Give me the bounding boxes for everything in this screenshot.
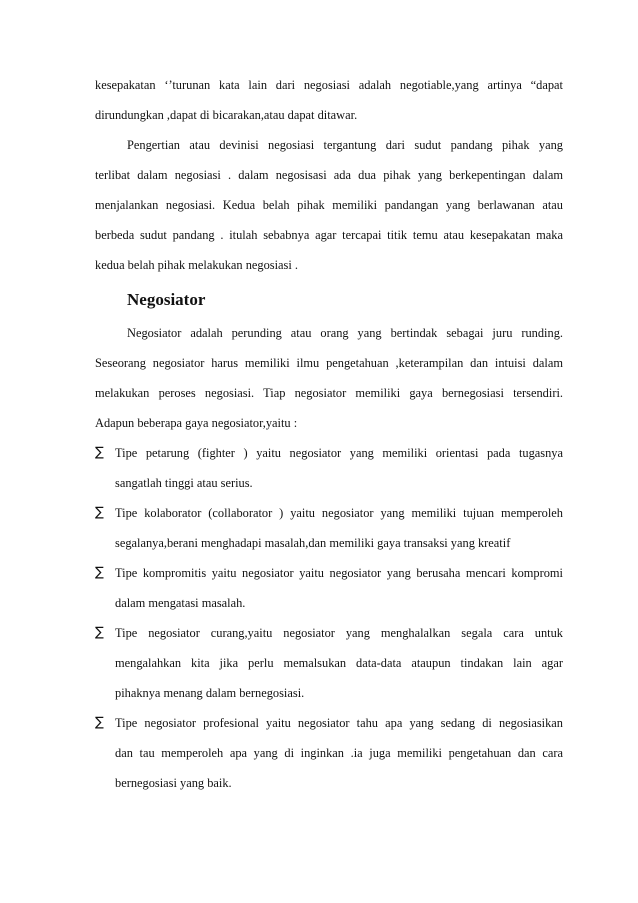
paragraph-1-line: dirundungkan ,dapat di bicarakan,atau dapat ditawar. <box>95 108 358 122</box>
list-item <box>95 708 563 798</box>
list-item-line: segalanya,berani menghadapi masalah,dan memiliki gaya transaksi yang kreatif <box>115 536 511 550</box>
sigma-bullet-icon: ∑ <box>95 625 104 640</box>
paragraph-1-line: kesepakatan ‘’turunan kata lain dari negosiasi adalah negotiable,yang artinya “dapat <box>95 78 563 92</box>
list-item-line: Tipe kolaborator (collaborator ) yaitu negosiator yang memiliki tujuan memperoleh <box>115 506 563 520</box>
sigma-bullet-icon: ∑ <box>95 505 104 520</box>
list-item-line: pihaknya menang dalam bernegosiasi. <box>115 686 305 700</box>
list-item-line: bernegosiasi yang baik. <box>115 776 232 790</box>
document-page <box>95 70 563 798</box>
paragraph-3-line: Adapun beberapa gaya negosiator,yaitu : <box>95 416 298 430</box>
paragraph-3-line: melakukan peroses negosiasi. Tiap negosiator memiliki gaya bernegosiasi tersendiri. <box>95 386 563 400</box>
list-item-line: Tipe negosiator profesional yaitu negosiator tahu apa yang sedang di negosiasikan <box>115 716 563 730</box>
paragraph-1 <box>95 70 563 130</box>
list-item <box>95 618 563 708</box>
paragraph-3 <box>95 318 563 438</box>
list-item-line: dalam mengatasi masalah. <box>115 596 246 610</box>
sigma-bullet-icon: ∑ <box>95 565 104 580</box>
list-item <box>95 558 563 618</box>
list-item-line: mengalahkan kita jika perlu memalsukan data-data ataupun tindakan lain agar <box>115 656 563 670</box>
list-item-line: sangatlah tinggi atau serius. <box>115 476 253 490</box>
paragraph-2-line: terlibat dalam negosiasi . dalam negosisasi ada dua pihak yang berkepentingan dalam <box>95 168 563 182</box>
negotiator-types-list <box>95 438 563 798</box>
paragraph-3-line: Negosiator adalah perunding atau orang yang bertindak sebagai juru runding. <box>127 326 563 340</box>
list-item <box>95 438 563 498</box>
sigma-bullet-icon: ∑ <box>95 445 104 460</box>
list-item-line: Tipe negosiator curang,yaitu negosiator yang menghalalkan segala cara untuk <box>115 626 563 640</box>
sigma-bullet-icon: ∑ <box>95 715 104 730</box>
list-item-line: Tipe petarung (fighter ) yaitu negosiator yang memiliki orientasi pada tugasnya <box>115 446 563 460</box>
paragraph-2-line: berbeda sudut pandang . itulah sebabnya agar tercapai titik temu atau kesepakatan maka <box>95 228 563 242</box>
paragraph-2-line: menjalankan negosiasi. Kedua belah pihak memiliki pandangan yang berlawanan atau <box>95 198 563 212</box>
paragraph-2 <box>95 130 563 280</box>
list-item-line: Tipe kompromitis yaitu negosiator yaitu negosiator yang berusaha mencari kompromi <box>115 566 563 580</box>
paragraph-3-line: Seseorang negosiator harus memiliki ilmu pengetahuan ,keterampilan dan intuisi dalam <box>95 356 563 370</box>
paragraph-2-line: kedua belah pihak melakukan negosiasi . <box>95 258 299 272</box>
list-item-line: dan tau memperoleh apa yang di inginkan .ia juga memiliki pengetahuan dan cara <box>115 746 563 760</box>
paragraph-2-line: Pengertian atau devinisi negosiasi tergantung dari sudut pandang pihak yang <box>127 138 563 152</box>
section-heading: Negosiator <box>127 290 206 309</box>
list-item <box>95 498 563 558</box>
